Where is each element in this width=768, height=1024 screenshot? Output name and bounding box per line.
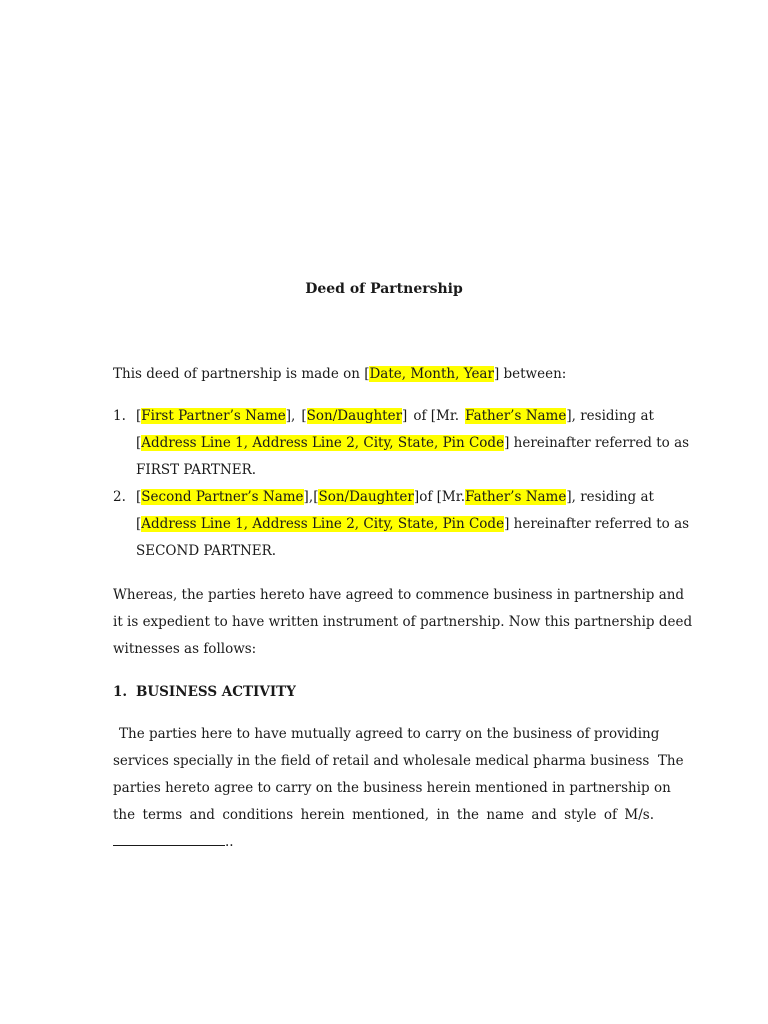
second-partner-name-placeholder: Second Partner’s Name [141,489,304,505]
partner-2-designation: SECOND PARTNER. [136,543,277,559]
partner-1-relation-placeholder: Son/Daughter [306,408,403,424]
section-1-text-3: parties hereto agree to carry on the business herein mentioned in partnership on [113,780,671,796]
partner-2-residing: ], residing at [566,489,654,505]
partner-1-designation: FIRST PARTNER. [136,462,257,478]
whereas-line-1: Whereas, the parties hereto have agreed to commence business in partnership and [113,587,685,603]
section-1-text-1: The parties here to have mutually agreed to carry on the business of providing [119,726,660,742]
intro-prefix: This deed of partnership is made on [ [113,366,370,382]
document-title: Deed of Partnership [305,281,463,297]
partner-1-father-placeholder: Father’s Name [465,408,567,424]
section-1-line-4 [113,802,654,829]
section-1-text-4: the terms and conditions herein mentioned, in the name and style of M/s. [113,807,654,823]
partner-1-referred: ] hereinafter referred to as [504,435,690,451]
partner-2-father-placeholder: Father’s Name [465,489,567,505]
whereas-line-2: it is expedient to have written instrument of partnership. Now this partnership deed [113,614,693,630]
partner-2-line-2: [Address Line 1, Address Line 2, City, State, Pin Code] hereinafter referred to as [136,516,690,532]
section-1-suffix: .. [225,834,234,850]
section-1-line-1 [119,721,660,748]
partner-1-line-1: [First Partner’s Name], [Son/Daughter] of [Mr. Father’s Name], residing at [136,403,654,430]
section-1-line-5 [113,829,234,856]
section-1-number: 1. [113,684,128,700]
partner-1-number: 1. [113,408,126,424]
section-1-line-3 [113,775,671,802]
partner-1-line-2: [Address Line 1, Address Line 2, City, State, Pin Code] hereinafter referred to as [136,435,690,451]
section-1-line-2 [113,748,684,775]
partner-2-relation-placeholder: Son/Daughter [318,489,414,505]
intro-line [113,361,566,388]
firm-name-blank [113,833,225,846]
intro-suffix: ] between: [493,366,567,382]
partner-1-residing: ], residing at [566,408,654,424]
first-partner-name-placeholder: First Partner’s Name [141,408,286,424]
partner-2-line-1: [Second Partner’s Name], [Son/Daughter] of [Mr. Father’s Name], residing at [136,484,654,511]
partner-2-of: of [Mr. [419,489,466,505]
partner-2-address-placeholder: Address Line 1, Address Line 2, City, State, Pin Code [141,516,505,532]
partner-1-of: of [Mr. [413,408,460,424]
whereas-line-3: witnesses as follows: [113,641,257,657]
date-placeholder: Date, Month, Year [369,366,494,382]
partner-2-number: 2. [113,489,126,505]
partner-2-referred: ] hereinafter referred to as [504,516,690,532]
partner-1-address-placeholder: Address Line 1, Address Line 2, City, State, Pin Code [141,435,505,451]
section-1-heading: BUSINESS ACTIVITY [136,684,296,700]
section-1-text-2: services specially in the field of retail and wholesale medical pharma business The [113,753,684,769]
